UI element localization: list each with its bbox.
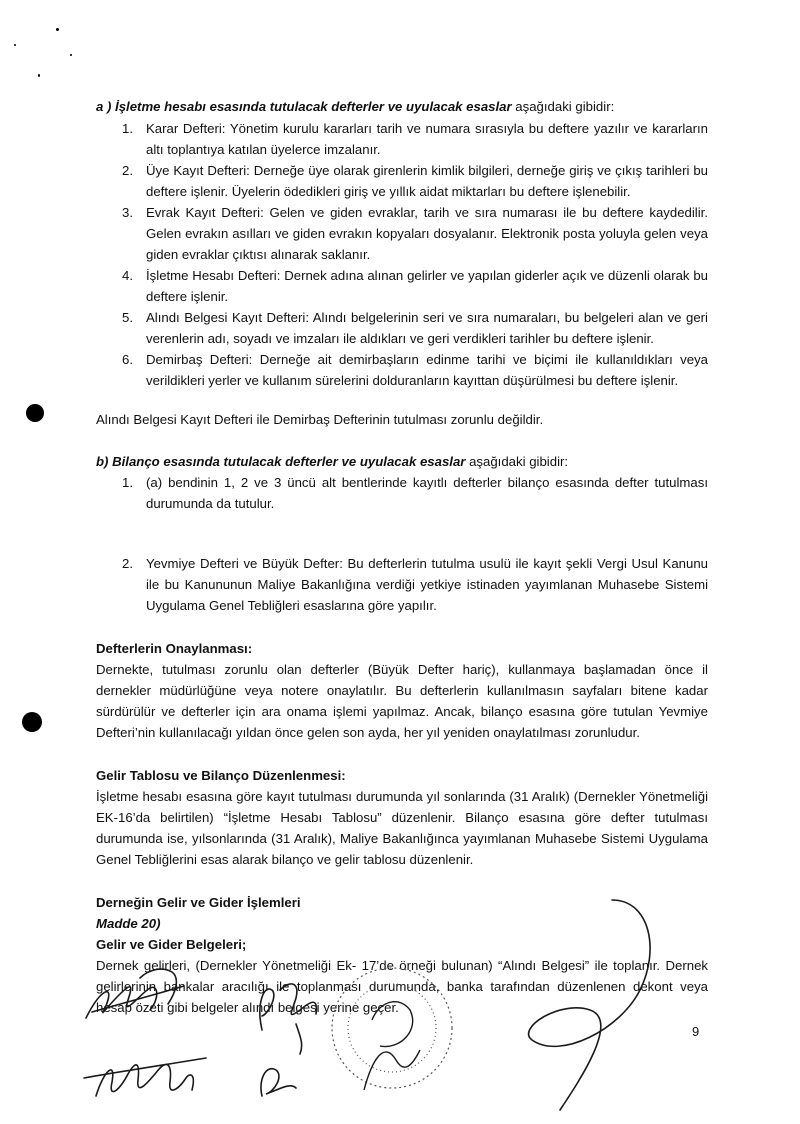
- list-item-text: Yevmiye Defteri ve Büyük Defter: Bu defterlerin tutulma usulü ile kayıt şekli Vergi Usul Kanunu ile bu Kanununun Maliye Bakanlığına verdiği yetkiye istinaden yayımlanan Muhasebe Sistemi Uygulama Genel Tebliğleri esaslarına göre yapılır.: [146, 556, 708, 613]
- signature-3: [84, 1058, 206, 1096]
- list-item-number: 2.: [122, 163, 133, 178]
- list-item-text: Evrak Kayıt Defteri: Gelen ve giden evraklar, tarih ve sıra numarası ile bu deftere kaydedilir. Gelen evrakın asılları ve giden evrakın kopyaları dosyalanır. Elektronik posta yoluyla gelen veya giden evraklar çıktısı alınarak saklanır.: [146, 205, 708, 262]
- gelir-tablosu-body: İşletme hesabı esasına göre kayıt tutulması durumunda yıl sonlarında (31 Aralık) (Dernekler Yönetmeliği EK-16’da belirtilen) “İşletme Hesabı Tablosu” düzenlenir. Bilanço esasına göre defter tutulması durumunda ise, yılsonlarında (31 Aralık), Maliye Bakanlığınca yayımlanan Muhasebe Sistemi Uygulama Genel Tebliğlerini esas alarak bilanço ve gelir tablosu düzenlenir.: [96, 789, 708, 867]
- list-item-number: 6.: [122, 352, 133, 367]
- list-item-number: 1.: [122, 121, 133, 136]
- madde-label: Madde 20): [96, 916, 161, 931]
- signature-4: [261, 1069, 296, 1096]
- gelir-gider-body: Dernek gelirleri, (Dernekler Yönetmeliği Ek- 17’de örneği bulunan) “Alındı Belgesi” ile toplanır. Dernek gelirlerinin bankalar aracılığı ile toplanması durumunda, banka tarafından düzenlenen dekont veya hesap özeti gibi belgeler alındı belgesi yerine geçer.: [96, 958, 708, 1015]
- list-item-text: (a) bendinin 1, 2 ve 3 üncü alt bentlerinde kayıtlı defterler bilanço esasında defter tutulması durumunda da tutulur.: [146, 475, 708, 511]
- section-b-heading-label: b) Bilanço esasında tutulacak defterler ve uyulacak esaslar: [96, 454, 466, 469]
- list-item-text: Üye Kayıt Defteri: Derneğe üye olarak girenlerin kimlik bilgileri, derneğe giriş ve çıkış tarihleri bu deftere işlenir. Üyelerin ödedikleri giriş ve yıllık aidat miktarları bu deftere işlenebilir.: [146, 163, 708, 199]
- section-b-heading-suffix: aşağıdaki gibidir:: [465, 454, 569, 469]
- gelir-gider-subtitle: Gelir ve Gider Belgeleri;: [96, 937, 247, 952]
- list-item-number: 4.: [122, 268, 133, 283]
- list-item-number: 5.: [122, 310, 133, 325]
- list-item-text: Karar Defteri: Yönetim kurulu kararları tarih ve numara sırasıyla bu deftere yazılır ve kararların altı toplantıya katılan üyelerce imzalanır.: [146, 121, 708, 157]
- gelir-gider-title: Derneğin Gelir ve Gider İşlemleri: [96, 895, 301, 910]
- section-a-heading-suffix: aşağıdaki gibidir:: [511, 99, 615, 114]
- gelir-tablosu-title: Gelir Tablosu ve Bilanço Düzenlenmesi:: [96, 768, 346, 783]
- signature-loop: [529, 900, 650, 1110]
- list-item-number: 2.: [122, 556, 133, 571]
- list-item-number: 3.: [122, 205, 133, 220]
- signature-2: [260, 984, 316, 1054]
- list-item-text: Alındı Belgesi Kayıt Defteri: Alındı belgelerinin seri ve sıra numaraları, bu belgeleri alan ve geri verenlerin adı, soyadı ve imzaları ile aldıkları ve geri verdikleri tarihler bu deftere işlenir.: [146, 310, 708, 346]
- official-seal: [332, 968, 452, 1090]
- page-number: 9: [692, 1024, 700, 1039]
- list-item-text: İşletme Hesabı Defteri: Dernek adına alınan gelirler ve yapılan giderler açık ve düzenli olarak bu deftere işlenir.: [146, 268, 708, 304]
- section-a-note: Alındı Belgesi Kayıt Defteri ile Demirbaş Defterinin tutulması zorunlu değildir.: [96, 412, 544, 427]
- section-a-heading-label: a ) İşletme hesabı esasında tutulacak defterler ve uyulacak esaslar: [96, 99, 512, 114]
- list-item-text: Demirbaş Defteri: Derneğe ait demirbaşların edinme tarihi ve biçimi ile kullanıldıkları veya verildikleri yerler ve kullanım sürelerini dolduranların kayıttan düşürülmesi bu deftere işlenir.: [146, 352, 708, 388]
- list-item-number: 1.: [122, 475, 133, 490]
- onaylanma-title: Defterlerin Onaylanması:: [96, 641, 253, 656]
- onaylanma-body: Dernekte, tutulması zorunlu olan defterler (Büyük Defter hariç), kullanmaya başlamadan önce il dernekler müdürlüğüne veya notere onaylatılır. Bu defterlerin kullanılmasın sayfaları bitene kadar sürdürülür ve defterler için ara onama işlemi yapılmaz. Ancak, bilanço esasına göre tutulan Yevmiye Defteri’nin kullanılacağı yıldan önce gelen son ayda, her yıl yeniden onaylatılması zorunludur.: [96, 662, 708, 740]
